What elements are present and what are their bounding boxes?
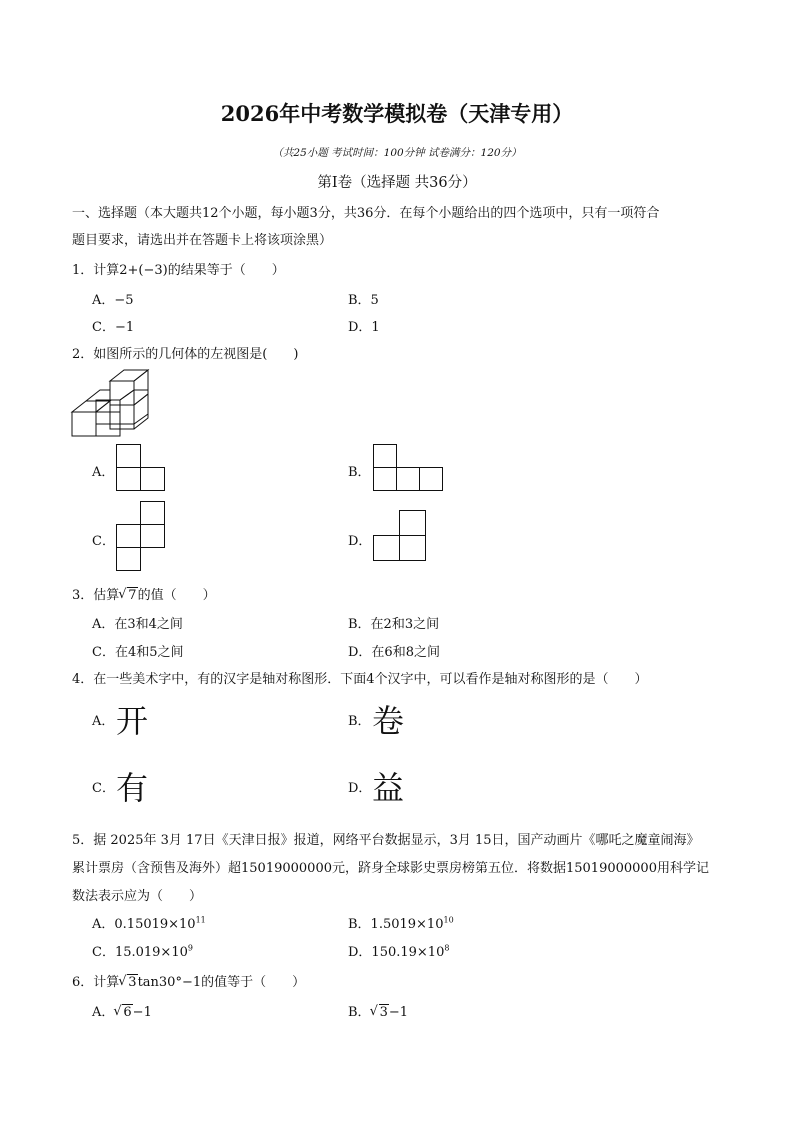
question-4-option-d[interactable]: D． bbox=[348, 781, 372, 796]
question-5-line-3: 数法表示应为（ ） bbox=[72, 889, 203, 904]
question-2-option-c[interactable]: C． bbox=[92, 534, 115, 549]
question-3-option-d[interactable]: D．在6和8之间 bbox=[348, 645, 440, 660]
exam-info: （共25小题 考试时间：100分钟 试卷满分：120分） bbox=[272, 147, 522, 159]
question-5-line-1: 5．据 2025年 3月 17日《天津日报》报道，网络平台数据显示，3月 15日，国产动画片《哪吒之魔童闹海》 bbox=[72, 833, 700, 848]
page-title: 2026年中考数学模拟卷（天津专用） bbox=[220, 101, 574, 126]
question-4-stem: 4．在一些美术字中，有的汉字是轴对称图形．下面4个汉字中，可以看作是轴对称图形的是（ ） bbox=[72, 672, 648, 687]
question-3-option-b[interactable]: B．在2和3之间 bbox=[348, 617, 440, 632]
question-4-char-c: 有 bbox=[116, 769, 149, 807]
section-title: 第Ⅰ卷（选择题 共36分） bbox=[317, 175, 477, 191]
question-5-option-d[interactable]: D．$150.19\times 10^8$ bbox=[348, 943, 450, 960]
question-1-option-a[interactable]: A．−5 bbox=[92, 293, 134, 308]
instruction-line-2: 题目要求，请选出并在答题卡上将该项涂黑） bbox=[72, 233, 333, 248]
option-b-view-diagram bbox=[373, 444, 445, 492]
question-3-option-a[interactable]: A．在3和4之间 bbox=[92, 617, 183, 632]
question-1-stem: 1．计算2+(−3)的结果等于（ ） bbox=[72, 263, 285, 278]
option-c-view-diagram bbox=[116, 501, 166, 573]
question-2-option-b[interactable]: B． bbox=[348, 465, 371, 480]
question-1-option-c[interactable]: C．−1 bbox=[92, 320, 135, 335]
question-4-option-c[interactable]: C． bbox=[92, 781, 115, 796]
question-3-option-c[interactable]: C．在4和5之间 bbox=[92, 645, 184, 660]
question-5-line-2: 累计票房（含预售及海外）超15019000000元，跻身全球影史票房榜第五位．将数据15019000000用科学记 bbox=[72, 861, 709, 876]
question-1-option-b[interactable]: B．5 bbox=[348, 293, 379, 308]
question-4-option-a[interactable]: A． bbox=[92, 714, 115, 729]
question-1-option-d[interactable]: D．1 bbox=[348, 320, 380, 335]
question-4-char-b: 卷 bbox=[372, 702, 405, 740]
option-d-view-diagram bbox=[373, 510, 429, 562]
question-2-option-a[interactable]: A． bbox=[92, 465, 115, 480]
question-5-option-a[interactable]: A．$0.15019\times 10^{11}$ bbox=[92, 915, 206, 932]
instruction-line-1: 一、选择题（本大题共12个小题，每小题3分，共36分．在每个小题给出的四个选项中，只有一项符合 bbox=[72, 206, 660, 221]
question-2-stem: 2．如图所示的几何体的左视图是( ) bbox=[72, 347, 299, 362]
question-5-option-b[interactable]: B．$1.5019\times 10^{10}$ bbox=[348, 915, 454, 932]
question-6-stem: 6．计算√ 3tan30°−1的值等于（ ） bbox=[72, 971, 305, 990]
question-4-char-d: 益 bbox=[372, 769, 405, 807]
question-5-option-c[interactable]: C．$15.019\times 10^9$ bbox=[92, 943, 193, 960]
option-a-view-diagram bbox=[116, 444, 166, 492]
question-2-option-d[interactable]: D． bbox=[348, 534, 372, 549]
question-4-option-b[interactable]: B． bbox=[348, 714, 371, 729]
question-4-char-a: 开 bbox=[116, 702, 149, 740]
question-3-stem: 3．估算√ 7的值（ ） bbox=[72, 584, 216, 603]
question-6-option-b[interactable]: B．√ 3−1 bbox=[348, 1001, 408, 1020]
question-6-option-a[interactable]: A．√ 6−1 bbox=[92, 1001, 152, 1020]
